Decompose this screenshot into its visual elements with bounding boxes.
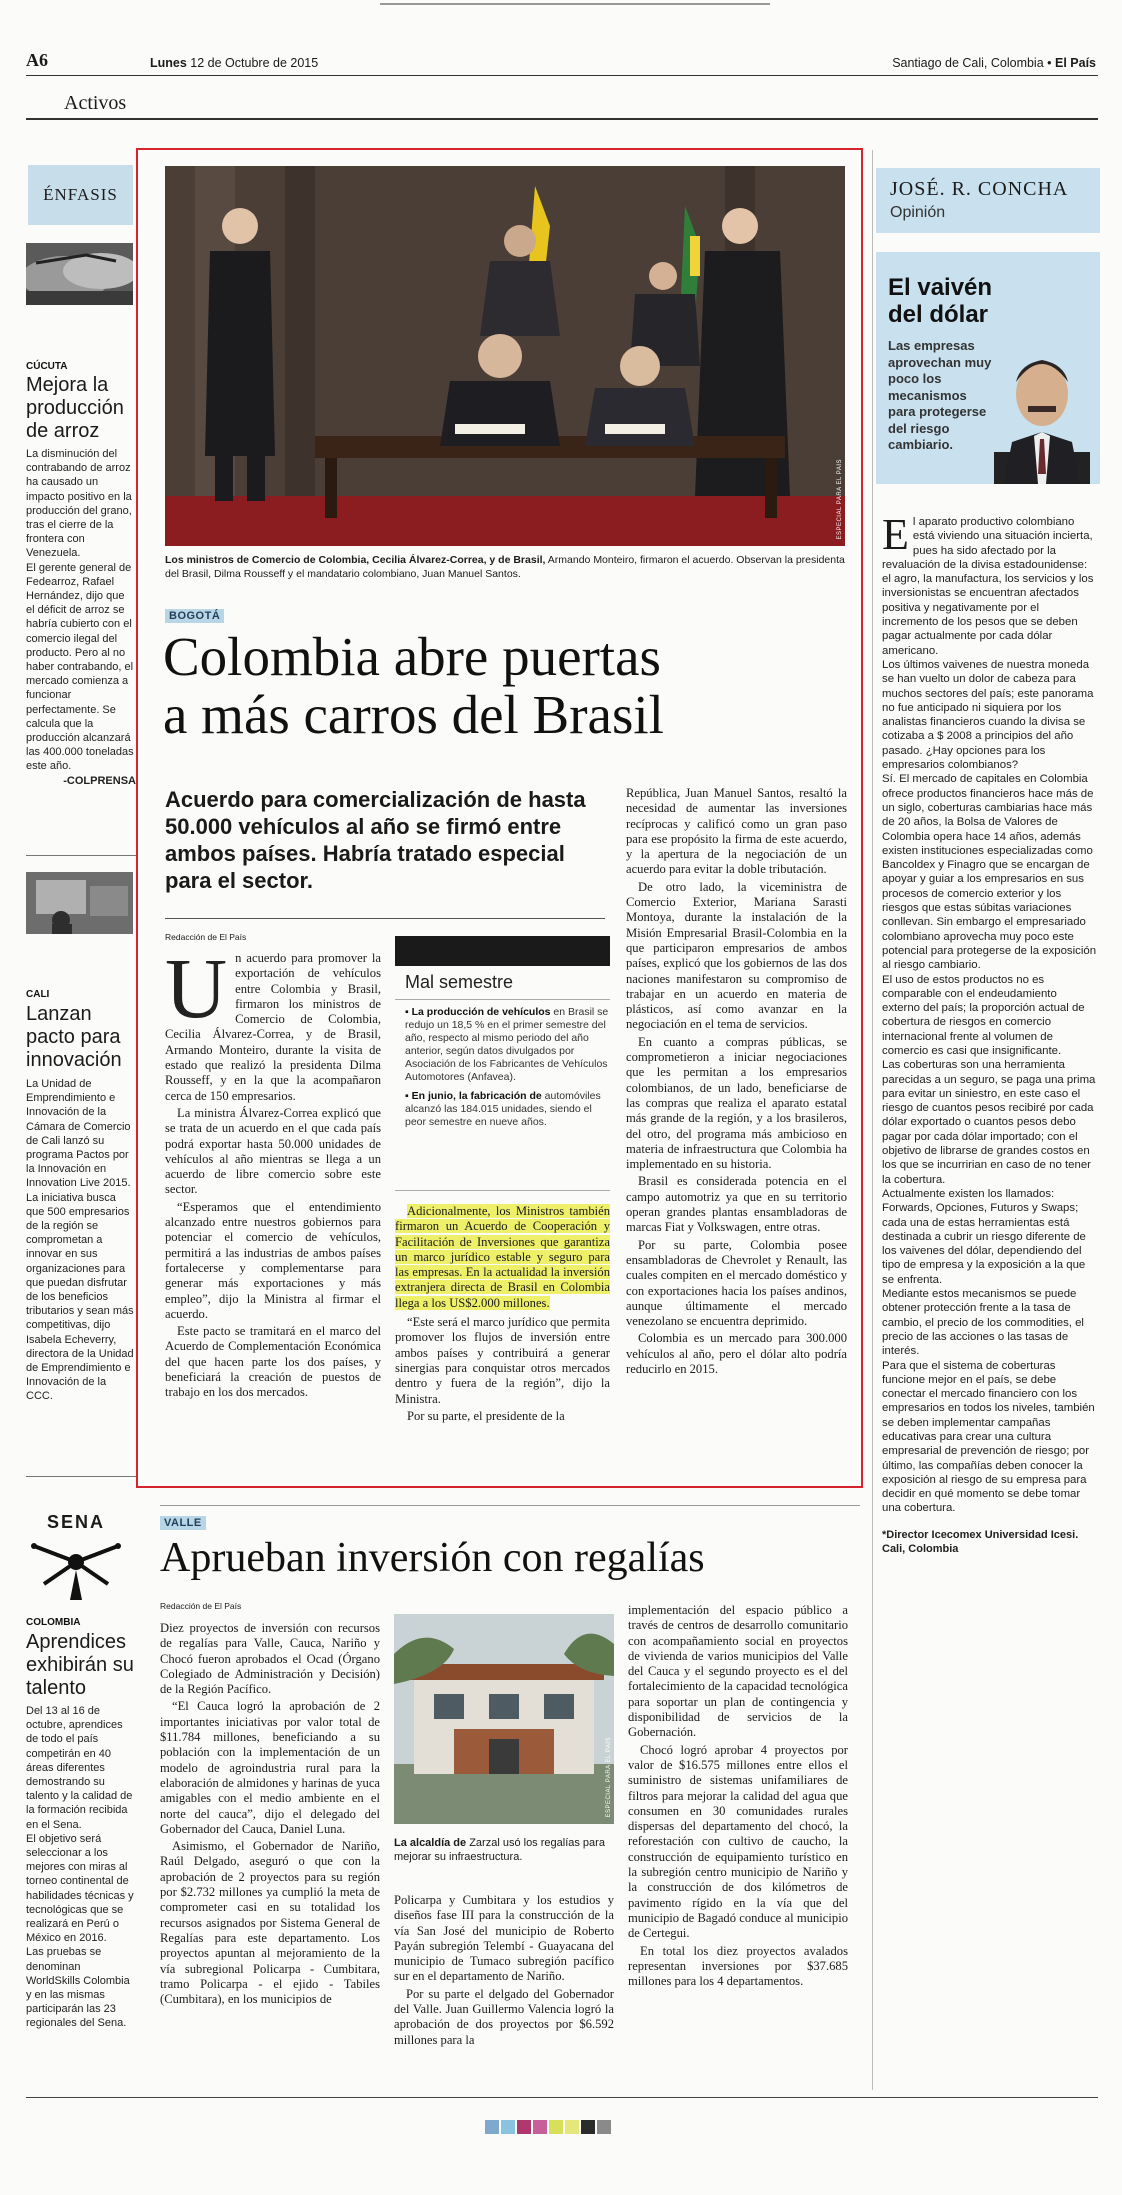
page-number: A6 (26, 50, 48, 70)
opinion-p4: El uso de estos productos no es comparable con el endeudamiento externo del país; la proporción actual de cobertura de riesgos en comercio internacional frente al volumen de comercio es casi que insignificante. (882, 973, 1085, 1057)
second-col1-p3: Asimismo, el Gobernador de Nariño, Raúl Delgado, aseguró o que con la aprobación de 2 proyectos para su región por $2.732 millones ya cumplió la meta de comprometer casi en su totalidad los recursos asignados por Sistema General de Regalías para este departamento. Los proyectos apuntan al mejoramiento de la vía subregional Policarpa - Cumbitara, tramo Policarpa - el ejido - Tabiles (Cumbitara), en los municipios de (160, 1839, 380, 2007)
opinion-p8: Para que el sistema de coberturas funcione mejor en el país, se debe conectar el mercado financiero con los empresarios en todos los niveles, también se deben implementar campañas educativas para crear una cultura empresarial de prevención de riesgo; por último, las compañías deben conocer la exposición al riesgo de su empresa para decidir en qué momento se debe tomar una cobertura. (882, 1359, 1095, 1515)
sidebar-item3-body (26, 1704, 136, 2031)
sidebar-item2-p2: La iniciativa busca que 500 empresarios de la región se comprometan a innovar en sus organizaciones para que puedan disfrutar de los beneficios tributarios y sean más competitivas, dijo Isabela Echeverry, directora de la Unidad de Emprendimiento e Innovación de la CCC. (26, 1191, 134, 1403)
bottom-rule (26, 2097, 1098, 2098)
color-swatch (517, 2120, 531, 2134)
main-photo-credit: ESPECIAL PARA EL PAÍS (837, 459, 843, 540)
opinion-body (882, 510, 1097, 1556)
opinion-p3: Sí. El mercado de capitales en Colombia ofrece productos financieros hace más de un siglo, coberturas cambiarias hace más de 20 años, la Bolsa de Valores de Colombia opera hace 14 años, además existen instituciones especializadas como Bancoldex y Finagro que se encargan de apoyar y guiar a los empresarios en sus procesos de comercio exterior y los riesgos que estas súbitas variaciones conllevan. Sin embargo el empresariado colombiano aprovecha muy poco este potencial para protegerse de la exposición al riesgo cambiario. (882, 773, 1097, 972)
top-rule (380, 3, 770, 5)
main-col1-p2: “Esperamos que el entendimiento alcanzado entre nuestros gobiernos para potenciar el comercio de vehículos, permitirá a las industrias de ambos países fortalecerse y complementarse para generar más exportaciones y más empleo”, dijo la Ministra al firmar el acuerdo. (165, 1199, 381, 1321)
sidebar-item2-city: CALI (26, 989, 50, 1000)
sidebar-item2-body (26, 1077, 136, 1404)
main-dropcap: U (165, 940, 228, 1036)
sidebar-rule-1 (26, 855, 136, 856)
main-headline-line1: Colombia abre puertas (163, 626, 661, 687)
main-lead: n acuerdo para promover la exportación de vehículos entre Colombia y Brasil, firmaron los ministros de Comercio de Colombia, Cecilia Álvarez-Correa, y de Brasil, Armando Monteiro, durante la visita de estado que realizó la presidenta Dilma Rousseff, y en la que la acompañaron cerca de 150 empresarios. (165, 951, 381, 1103)
main-col1 (165, 940, 381, 1403)
box-item2-bold: ▪ En junio, la fabricación de (405, 1090, 542, 1102)
section-rule (26, 118, 1098, 120)
main-col3 (626, 786, 847, 1379)
sidebar-item1-body (26, 447, 136, 788)
second-byline: Redacción de El País (160, 1601, 242, 1611)
sena-logo (26, 1512, 126, 1602)
box-item2-rest: automóviles alcanzó las 184.015 unidades, siendo el peor semestre en nueve años. (405, 1090, 601, 1128)
author-portrait (994, 344, 1090, 484)
sidebar-item1-headline: Mejora la producción de arroz (26, 374, 124, 442)
opinion-author: JOSÉ. R. CONCHA (890, 178, 1069, 200)
date-day: Lunes (150, 56, 187, 70)
main-col1-p3: Este pacto se tramitará en el marco del Acuerdo de Complementación Económica del que hacen parte los dos países, y beneficiará la creación de puestos de trabajo en los dos mercados. (165, 1324, 381, 1400)
opinion-title-box (876, 252, 1100, 484)
second-col3 (628, 1603, 848, 1991)
highlighted-text: Adicionalmente, los Ministros también firmaron un Acuerdo de Cooperación y Facilitación de Inversiones que garantiza un marco jurídico estable y seguro para las empresas. En la actualidad la inversión extranjera directa de Brasil en Colombia llega a los US$2.000 millones. (395, 1204, 610, 1310)
main-col2-p1: “Este será el marco jurídico que permita promover los flujos de inversión entre ambos países y contribuirá a generar sinergias para conquistar otros mercados dentro y fuera de la región”, dijo la Ministra. (395, 1315, 610, 1406)
sidebar-item3-p3: Las pruebas se denominan WorldSkills Colombia y en las mismas participarán las 23 regionales del Sena. (26, 1946, 130, 2030)
box-title-rule (395, 999, 610, 1000)
sidebar-item1-source: -COLPRENSA (63, 774, 136, 787)
main-deck-rule (165, 918, 605, 919)
second-col3-p2: Chocó logró aprobar 4 proyectos por valor de $16.575 millones entre ellos el suministro de sistemas unifamiliares de filtros para mejorar la calidad del agua que consumen en 30 comunidades rurales dispersas del departamento del chocó, la reforestación con cultivo de caucho, la construcción de equipamiento turístico en la subregión centro municipio de Nariño y la construcción de dos kilómetros de pavimento rígido en la vía que del municipio de Bagadó conduce al municipio de Certegui. (628, 1742, 848, 1941)
paper-name: El País (1055, 56, 1096, 70)
box-item1-bold-text: La producción de vehículos (411, 1006, 551, 1018)
registration-color-bar (485, 2120, 613, 2134)
section-name: Activos (64, 92, 127, 114)
signing-ceremony-photo (165, 166, 845, 546)
opinion-dropcap: E (882, 510, 909, 559)
main-tag: BOGOTÁ (165, 609, 224, 623)
second-col3-p1: implementación del espacio público a través de centros de desarrollo comunitario con acompañamiento social en proyectos de vivienda de varios municipios del Valle del Cauca y el segundo proyecto es el del fortalecimiento de la capacidad tecnológica para soportar un plan de contingencia y disponibilidad de servicios de la Gobernación. (628, 1603, 848, 1740)
sidebar-item2-headline: Lanzan pacto para innovación (26, 1003, 122, 1071)
opinion-divider (872, 150, 873, 2090)
color-swatch (549, 2120, 563, 2134)
box-bottom-rule (395, 1190, 610, 1191)
opinion-p2: Los últimos vaivenes de nuestra moneda se han vuelto un dolor de cabeza para muchos sectores del país; este panorama no fue anticipado ni siquiera por los analistas financieros cuando la divisa se cotizaba a $ 2008 a principios del año pasado. ¿Hay opciones para los empresarios colombianos? (882, 658, 1094, 772)
page-date (150, 56, 318, 70)
second-col1-p1: Diez proyectos de inversión con recursos de regalías para Valle, Cauca, Nariño y Chocó fueron aprobados el Ocad (Órgano Colegiado de Administración y Decisión) de la Región Pacífico. (160, 1621, 380, 1697)
second-col2 (394, 1893, 614, 2050)
second-photo (394, 1614, 614, 1824)
box-top-bar (395, 936, 610, 966)
color-swatch (501, 2120, 515, 2134)
box-item1-rest: en Brasil se redujo un 18,5 % en el primer semestre del año, respecto al mismo periodo del año anterior, según datos divulgados por Asociación de los Fabricantes de Vehículos Automotores (Anfavea). (405, 1006, 609, 1083)
main-caption-rest: Armando Monteiro, firmaron el acuerdo. Observan la presidenta del Brasil, Dilma Rousseff y el mandatario colombiano, Juan Manuel Santos. (165, 554, 845, 580)
sidebar-item1-p2: El gerente general de Fedearroz, Rafael Hernández, dijo que el déficit de arroz se habría cubierto con el comercio ilegal del producto. Pero al no haber contrabando, el mercado comienza a funcionar perfectamente. Se calcula que la producción alcanzará las 400.000 toneladas este año. (26, 561, 134, 773)
sidebar-item3-city: COLOMBIA (26, 1617, 81, 1628)
second-caption-bold: La alcaldía de (394, 1837, 467, 1849)
second-photo-credit: ESPECIAL PARA EL PAÍS (606, 1737, 612, 1818)
main-col2 (395, 1204, 610, 1426)
color-swatch (533, 2120, 547, 2134)
main-deck: Acuerdo para comercialización de hasta 50.000 vehículos al año se firmó entre ambos países. Habría tratado especial para el sector. (165, 787, 586, 893)
main-col3-p1: República, Juan Manuel Santos, resaltó la necesidad de aumentar las inversiones recíprocas y calificó como un gran paso para ese propósito la firma de este acuerdo, y la apertura de la negociación de un acuerdo para evitar la doble tributación. (626, 786, 847, 877)
color-swatch (581, 2120, 595, 2134)
opinion-footnote: *Director Icecomex Universidad Icesi. Cali, Colombia (882, 1528, 1079, 1555)
second-col1-p2: “El Cauca logró la aprobación de 2 importantes iniciativas por valor total de $11.784 millones, beneficiando a su población con la implementación de un modelo de agroindustria rural para la elaboración de almidones y harinas de yuca amigables con el medio ambiente en el norte del cauca”, dijo el delegado del Gobernador del Cauca, Daniel Luna. (160, 1699, 380, 1836)
opinion-header (876, 168, 1100, 233)
box-item1 (405, 1006, 610, 1084)
main-byline: Redacción de El País (165, 932, 247, 942)
sidebar-innovation-photo (26, 872, 133, 934)
second-caption-rest: Zarzal usó los regalías para mejorar su infraestructura. (394, 1837, 605, 1863)
date-rest: 12 de Octubre de 2015 (190, 56, 319, 70)
main-photo-caption (165, 553, 845, 581)
opinion-p6: Actualmente existen los llamados: Forwards, Opciones, Futuros y Swaps; cada una de estas herramientas está destinada a cubrir un riesgo diferente de los vaivenes del dólar, dependiendo del tipo de empresa y la exposición a la que se enfrenta. (882, 1187, 1086, 1286)
main-caption-bold: Los ministros de Comercio de Colombia, Cecilia Álvarez-Correa, y de Brasil, (165, 554, 546, 566)
second-col3-p3: En total los diez proyectos avalados representan inversiones por $37.685 millones para los 4 departamentos. (628, 1943, 848, 1989)
sidebar-item2-p1: La Unidad de Emprendimiento e Innovación de la Cámara de Comercio de Cali lanzó su programa Pactos por la Innovación en Innovation Live 2015. (26, 1078, 131, 1190)
opinion-label: Opinión (890, 204, 946, 221)
color-swatch (485, 2120, 499, 2134)
main-col2-highlight (395, 1204, 610, 1311)
sena-logo-text: SENA (46, 1512, 105, 1532)
color-swatch (597, 2120, 611, 2134)
sidebar-rice-photo (26, 243, 133, 305)
main-col1-p1: La ministra Álvarez-Correa explicó que se trata de un acuerdo en el que cada país podrá exportar hasta 50.000 unidades de vehículos al año mientras se llega a un acuerdo de libre comercio sobre este sector. (165, 1105, 381, 1197)
alcaldia-building-photo (394, 1614, 614, 1824)
second-col2-p2: Por su parte el delgado del Gobernador del Valle. Juan Guillermo Valencia logró la aprobación de dos proyectos por $6.592 millones para la (394, 1986, 614, 2047)
second-headline: Aprueban inversión con regalías (160, 1535, 705, 1581)
sidebar-rule-2 (26, 1476, 136, 1477)
main-headline-line2: a más carros del Brasil (163, 684, 664, 745)
page-location (892, 56, 1096, 70)
opinion-p1: l aparato productivo colombiano está viviendo una situación incierta, pues ha sido afectado por la revaluación de la divisa estadounidense: el agro, la manufactura, los servicios y los inversionistas se encuentran afectados positiva y negativamente por el incremento de los pesos que se deben pagar actualmente por cada dólar americano. (882, 516, 1094, 657)
second-col1 (160, 1621, 380, 2009)
enfasis-label: ÉNFASIS (43, 185, 118, 204)
header-rule (26, 75, 1098, 76)
box-item2-bold-text: En junio, la fabricación de (411, 1090, 542, 1102)
second-article-rule (160, 1505, 860, 1506)
box-item2 (405, 1090, 610, 1129)
second-tag: VALLE (160, 1516, 206, 1530)
main-col3-p5: Por su parte, Colombia posee ensambladoras de Chevrolet y Renault, las cuales compiten en el mercado doméstico y con exportaciones hacia los países andinos, aunque últimamente el mercado venezolano se encuentra deprimido. (626, 1237, 847, 1329)
main-col3-p2: De otro lado, la viceministra de Comercio Exterior, Mariana Sarasti Montoya, durante la instalación de la Misión Empresarial Brasil-Colombia en la que participaron empresarios de ambos países, explicó que los gobiernos de las dos naciones manifestaron su compromiso de trabajar en un acuerdo en materia de plásticos, así como avanzar en la negociación en el tema de servicios. (626, 879, 847, 1032)
box-item1-bold: ▪ La producción de vehículos (405, 1006, 551, 1018)
enfasis-box (28, 165, 133, 225)
color-swatch (565, 2120, 579, 2134)
opinion-p5: Las coberturas son una herramienta parecidas a un seguro, se paga una prima para evitar un siniestro, en este caso el riesgo de cuantos pesos recibiré por cada dólar exportado o cuantos pesos debo pagar por cada dólar importado; con el objetivo de librarse de grandes costos en los que se incurririan en caso de no tener la cobertura. (882, 1059, 1096, 1186)
main-col3-p3: En cuanto a compras públicas, se comprometieron a iniciar negociaciones que les permitan a los empresarios colombianos, de un lado, beneficiarse de las compras que realiza el aparato estatal más grande de la región, y a los brasileros, del otro, del programa más ambicioso en materia de infraestructura que Colombia ha implementado en su historia. (626, 1034, 847, 1172)
sidebar-item3-p1: Del 13 al 16 de octubre, aprendices de todo el país competirán en 40 áreas diferentes demostrando su talento y la calidad de la formación recibida en el Sena. (26, 1705, 133, 1831)
sidebar-item1-city: CÚCUTA (26, 361, 68, 372)
box-title: Mal semestre (405, 972, 514, 992)
opinion-p7: Mediante estos mecanismos se puede obtener protección frente a la tasa de cambio, el precio de los commodities, el precio de las acciones o las tasas de interés. (882, 1288, 1084, 1358)
sidebar-item3-p2: El objetivo será seleccionar a los mejores con miras al torneo continental de habilidades técnicas y tecnológicas que se realizará en Perú o México en 2016. (26, 1832, 134, 1945)
main-headline (163, 628, 853, 744)
main-col3-p6: Colombia es un mercado para 300.000 vehículos al año, pero el dólar alto podría reducirlo en 2015. (626, 1331, 847, 1376)
main-col2-p2: Por su parte, el presidente de la (407, 1408, 565, 1423)
sidebar-item1-p1: La disminución del contrabando de arroz ha causado un impacto positivo en la producción del grano, tras el cierre de la frontera con Venezuela. (26, 448, 132, 560)
second-col2-p1: Policarpa y Cumbitara y los estudios y diseños fase III para la construcción de la vía San José del municipio de Roberto Payán subregión Telembí - Guayacana del municipio de Tumaco subregión pacífico sur en el departamento de Nariño. (394, 1893, 614, 1984)
second-photo-caption (394, 1836, 614, 1864)
location-text: Santiago de Cali, Colombia • (892, 56, 1052, 70)
opinion-deck: Las empresas aprovechan muy poco los mecanismos para protegerse del riesgo cambiario. (888, 338, 992, 452)
mal-semestre-box (395, 936, 610, 1129)
opinion-headline: El vaivén del dólar (888, 274, 993, 328)
main-col3-p4: Brasil es considerada potencia en el campo automotriz ya que en su territorio operan grandes plantas ensambladoras de marcas Fiat y Volkswagen, entre otras. (626, 1174, 847, 1235)
main-photo (165, 166, 845, 546)
sidebar-item3-headline: Aprendices exhibirán su talento (26, 1631, 134, 1699)
